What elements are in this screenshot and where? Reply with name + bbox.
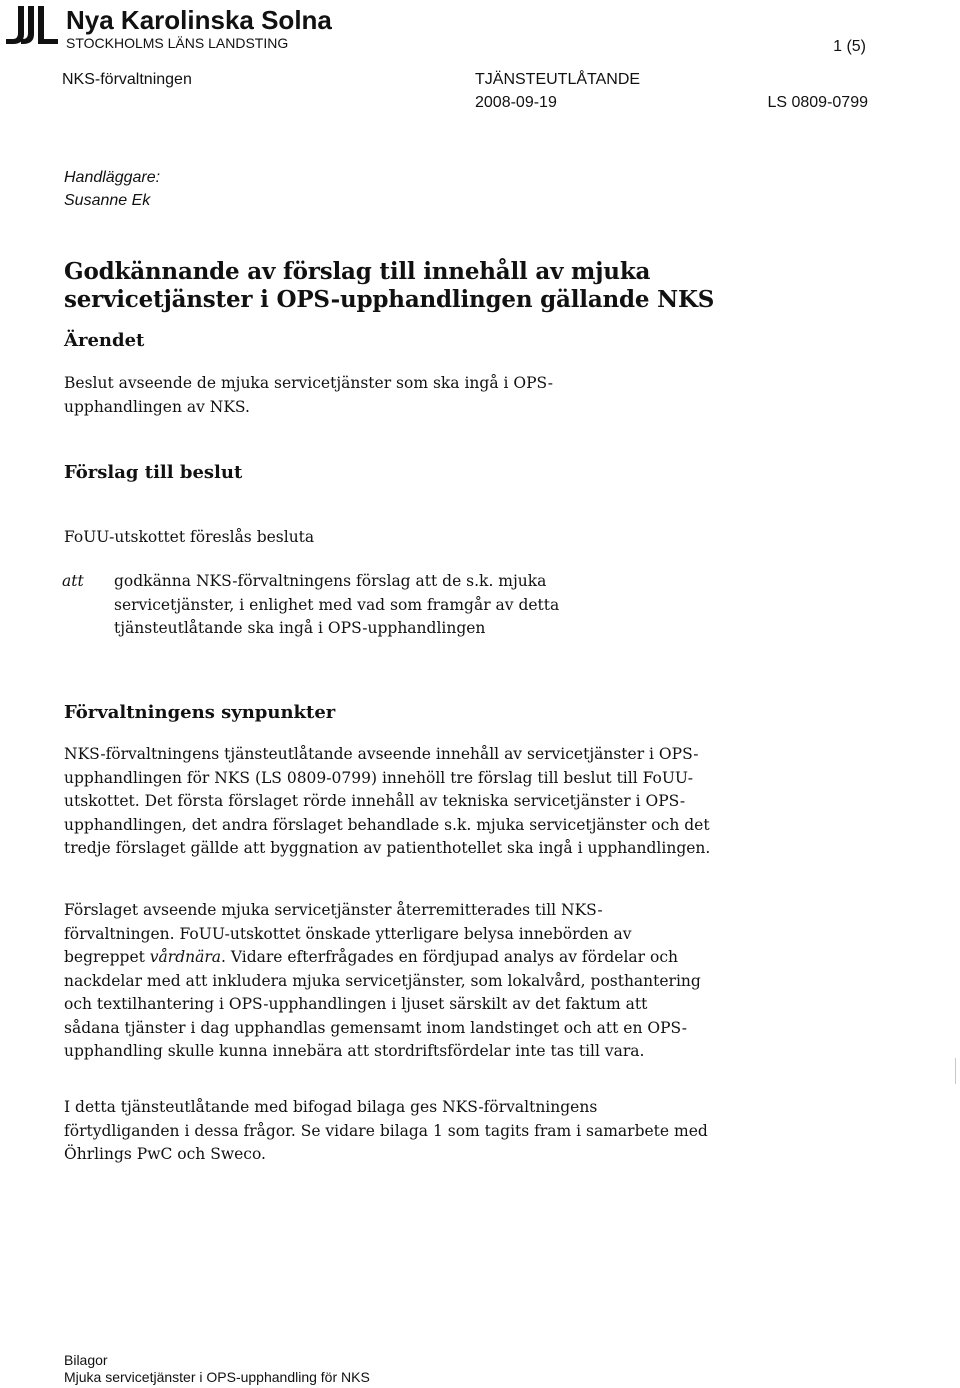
attachments-label: Bilagor xyxy=(64,1352,108,1368)
arendet-text: Beslut avseende de mjuka servicetjänster som ska ingå i OPS-upphandlingen av NKS. xyxy=(64,374,553,416)
paragraph-3: I detta tjänsteutlåtande med bifogad bilaga ges NKS-förvaltningens förtydliganden i dessa frågor. Se vidare bilaga 1 som tagits fram i samarbete med Öhrlings PwC och Sweco. xyxy=(64,1098,708,1163)
proposal-intro: FoUU-utskottet föreslås besluta xyxy=(64,528,315,546)
department: NKS-förvaltningen xyxy=(62,71,192,88)
paragraph-2 xyxy=(64,899,704,1064)
sll-logo-icon xyxy=(4,4,60,48)
proposal-text: godkänna NKS-förvaltningens förslag att de s.k. mjuka servicetjänster, i enlighet med vad som framgår av detta tjänsteutlåtande ska ingå i OPS-upphandlingen xyxy=(114,572,560,637)
attachment-item: Mjuka servicetjänster i OPS-upphandling för NKS xyxy=(64,1369,370,1385)
paragraph-2-part-2: . Vidare efterfrågades en fördjupad analys av fördelar och nackdelar med att inkludera mjuka servicetjänster, som lokalvård, posthantering och textilhantering i OPS-upphandlingen i ljuset särskilt av det faktum att sådana tjänster i dag upphandlas gemensamt inom landstinget och att en OPS-upphandling skulle kunna innebära att stordriftsfördelar inte tas till vara. xyxy=(64,948,701,1060)
page-number: 1 (5) xyxy=(833,38,866,55)
document-reference: LS 0809-0799 xyxy=(767,94,868,111)
handler-name: Susanne Ek xyxy=(64,192,151,209)
heading-arendet: Ärendet xyxy=(64,330,145,351)
heading-forvaltningens-synpunkter: Förvaltningens synpunkter xyxy=(64,702,336,723)
handler-label: Handläggare: xyxy=(64,169,161,186)
org-name: Nya Karolinska Solna xyxy=(66,5,332,35)
heading-forslag-till-beslut: Förslag till beslut xyxy=(64,462,243,483)
document-title: Godkännande av förslag till innehåll av mjuka servicetjänster i OPS-upphandlingen gällande NKS xyxy=(64,258,715,313)
paragraph-2-part-1: Förslaget avseende mjuka servicetjänster återremitterades till NKS-förvaltningen. FoUU-utskottet önskade ytterligare belysa innebörden av begreppet xyxy=(64,901,632,966)
org-subtitle: STOCKHOLMS LÄNS LANDSTING xyxy=(66,35,289,51)
margin-mark xyxy=(955,1058,956,1084)
paragraph-1: NKS-förvaltningens tjänsteutlåtande avseende innehåll av servicetjänster i OPS-upphandlingen för NKS (LS 0809-0799) innehöll tre förslag till beslut till FoUU-utskottet. Det första förslaget rörde innehåll av tekniska servicetjänster i OPS-upphandlingen, det andra förslaget behandlade s.k. mjuka servicetjänster och det tredje förslaget gällde att byggnation av patienthotellet ska ingå i upphandlingen. xyxy=(64,745,711,857)
document-type: TJÄNSTEUTLÅTANDE xyxy=(475,71,641,88)
att-label: att xyxy=(62,572,84,590)
term-vardnara: vårdnära xyxy=(149,948,221,966)
document-date: 2008-09-19 xyxy=(475,94,557,111)
